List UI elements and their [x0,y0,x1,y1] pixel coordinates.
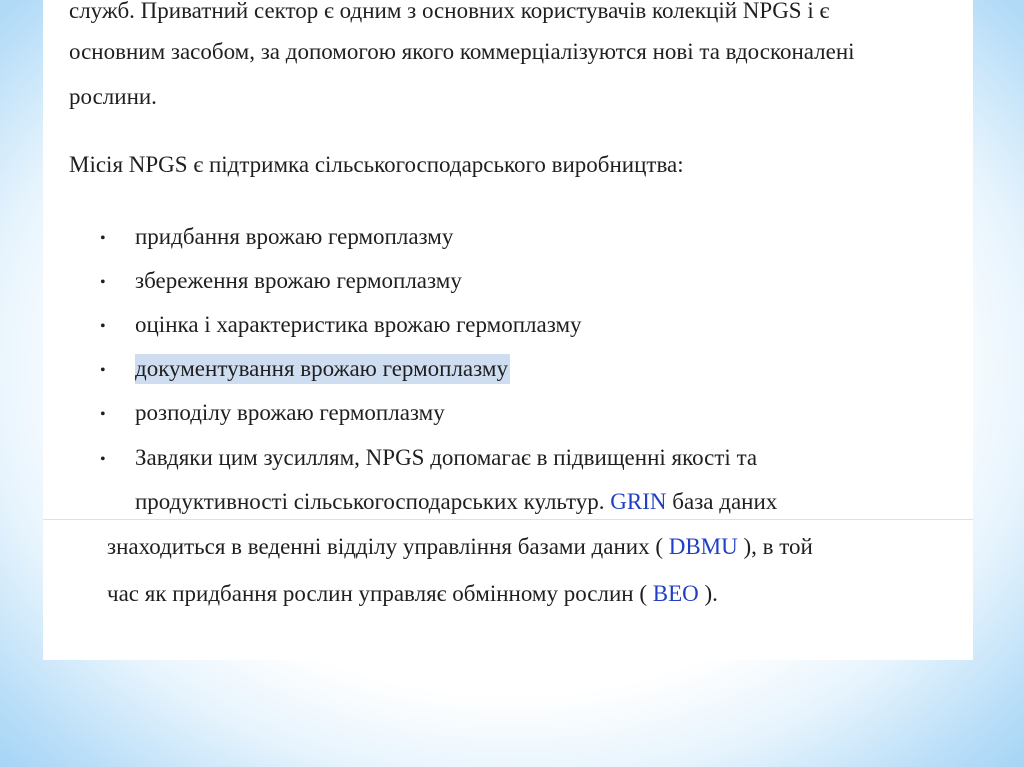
dbmu-link[interactable]: DBMU [668,534,738,559]
list-item-efforts-line-1: Завдяки цим зусиллям, NPGS допомагає в підвищенні якості та [135,445,758,470]
list-item-acquisition: придбання врожаю гермоплазму [135,224,454,249]
list-item-distribution: розподілу врожаю гермоплазму [135,400,445,425]
bullet-icon: • [100,274,106,291]
grin-link[interactable]: GRIN [610,489,667,514]
efforts-text: продуктивності сільськогосподарських культур. [135,489,611,514]
list-item-documentation-highlighted[interactable]: документування врожаю гермоплазму [135,354,510,384]
list-item-efforts-line-2 [135,487,777,517]
bullet-icon: • [100,362,106,379]
mission-heading: Місія NPGS є підтримка сільськогосподарського виробництва: [69,152,684,177]
continuation-text-tail: ), в той [737,534,813,559]
beo-link[interactable]: BEO [652,581,699,606]
bullet-icon: • [100,230,106,247]
continuation-text: знаходиться в веденні відділу управління базами даних ( [107,534,669,559]
bullet-icon: • [100,318,106,335]
continuation-line-1 [107,532,813,562]
document-page [43,0,973,660]
paragraph-top-line-2: основним засобом, за допомогою якого коммерціалізуются нові та вдосконалені [69,39,855,64]
paragraph-top-line-3: рослини. [69,84,157,109]
page-break-divider [43,519,973,520]
bullet-icon: • [100,451,106,468]
continuation-text-tail: ). [698,581,718,606]
list-item-preservation: збереження врожаю гермоплазму [135,268,462,293]
continuation-text: час як придбання рослин управляє обмінному рослин ( [107,581,653,606]
bullet-icon: • [100,406,106,423]
continuation-line-2 [107,579,718,609]
list-item-evaluation: оцінка і характеристика врожаю гермоплазму [135,312,582,337]
paragraph-top-line-1: служб. Приватний сектор є одним з основних користувачів колекцій NPGS і є [69,0,830,23]
efforts-text-tail: база даних [666,489,778,514]
